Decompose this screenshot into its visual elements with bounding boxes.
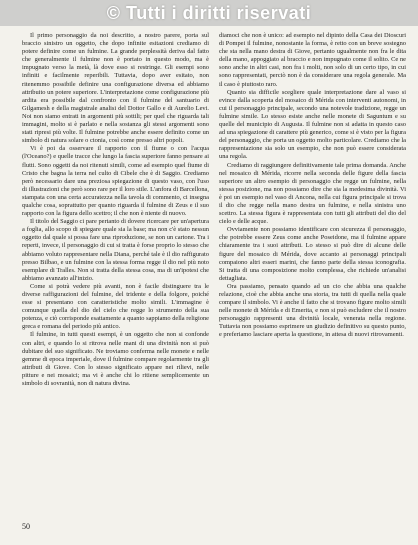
paragraph: Vi è poi da osservare il rapporto con il fiume o con l'acqua (l'Oceano?) e quelle tracce che lungo la fascia superiore fanno pensare ai flutti. Sono oggetti da noi ritenuti simili, come ad esempio quel fiume di Cristo che bagna la terra nel culto di Cibele che è di Saggio. Crediamo però necessario dare una preziosa spiegazione di questo vaso, con l'uso di illustrazioni che però sono rare per il loro stile. L'anfora di Barcellona, stampata con una certa accuratezza nella tavola di commento, ci insegna qualche cosa, soprattutto per quanto riguarda il fulmine di Zeus e il suo rapporto con la figura dello scettro; il che non è niente di nuovo. xyxy=(22,145,209,218)
paragraph: Ovviamente non possiamo identificare con sicurezza il personaggio, che potrebbe essere Zeus come anche Poseidone, ma il fulmine appare chiaramente tra i suoi attributi. Lo stesso si può dire di alcune delle figure del mosaico di Mérida, dove accanto ai personaggi principali compaiono altri esseri marini, che fanno parte della stessa iconografia. Si tratta di una composizione molto complessa, che richiede un'analisi dettagliata. xyxy=(219,226,406,282)
left-column xyxy=(22,32,209,514)
paragraph: diamoci che non è unico: ad esempio nel dipinto della Casa dei Dioscuri di Pompei il fulmine, nonostante la forma, è retto con un breve sostegno che sta nella mano destra di Giove, pertanto ugualmente non fra le dita della mano, appoggiato al braccio e non impugnato come il solito. Ce ne sono anche in altri casi, non fra i molti, non solo di un certo tipo, in cui sono rappresentati, perciò non è da considerare una regola generale. Ma il caso è piuttosto raro. xyxy=(219,32,406,88)
paragraph: Il primo personaggio da noi descritto, a nostro parere, porta sul braccio sinistro un oggetto, che dopo infinite esitazioni crediamo di potere definire come un fulmine. La grande perplessità deriva dal fatto che generalmente il fulmine non è portato in questo modo, ma è impugnato verso la metà, là dove esso si restringe. Gli esempi sono infiniti e facilmente reperibili. Tuttavia, dopo aver esitato, non ritenemmo possibile definire una configurazione diversa ed abbiamo attribuito un potere superiore. L'interpretazione come configurazione più ardita era possibile dal confronto con il fulmine del santuario di Gilgamesh e della magistrale analisi del Dottor Gallo e di Aurelio Levi. Noi non siamo entrati in argomenti più sottili; per quel che riguarda tali immagini, molto si è parlato e nella sostanza gli stessi argomenti sono stati ripresi più volte. Il fulmine potrebbe anche essere definito come un simbolo di natura solare o ctonia, così come presso altri popoli. xyxy=(22,32,209,145)
paragraph: Crediamo di raggiungere definitivamente tale prima domanda. Anche nel mosaico di Mérida, ricorre nella seconda delle figure della fascia superiore un altro esempio di personaggio che regge un fulmine, nella stessa posizione, ma non possiamo dire che sia la medesima divinità. Vi è poi un esempio nel vaso di Ancona, nella cui figura principale si trova il dio che regge nella mano destra un fulmine, e nella sinistra uno scettro. La stessa figura è rappresentata con tutti gli attributi del dio del cielo e delle acque. xyxy=(219,161,406,226)
page-number: 50 xyxy=(22,522,30,531)
text-columns xyxy=(22,32,406,514)
paragraph: Come si potrà vedere più avanti, non è facile distinguere tra le diverse raffigurazioni del fulmine, del tridente e della folgore, poiché esse si presentano con caratteristiche molto simili. L'immagine è comunque quella del dio del cielo che regge lo strumento della sua potenza, e ciò corrisponde esattamente a quanto sappiamo della religione greca e romana del periodo più antico. xyxy=(22,282,209,331)
paragraph: Il fulmine, in tutti questi esempi, è un oggetto che non si confonde con altri, e quando lo si ritrova nelle mani di una divinità non si può dubitare del suo significato. Ne troviamo conferma nelle monete e nelle gemme di epoca imperiale, dove il fulmine compare regolarmente tra gli attributi di Giove. Con lo stesso significato appare nei rilievi, nelle pitture e nei mosaici; ma vi è anche chi lo ritiene semplicemente un simbolo di sovranità, non di natura divina. xyxy=(22,331,209,388)
paragraph: Il titolo del Saggio ci pare pertanto di dovere ricercare per un'apertura a foglia, allo scopo di spiegare quale sia la base; ma non c'è stato nessun oggetto dal quale si possa fare una riproduzione, se non un cartone. Tra i reperti, invece, il personaggio di cui si tratta è forse proprio lo stesso che abbiamo voluto rappresentare nella Diana, perché tale è il dio raffigurato presso Bilbao, e un fulmine con la stessa forma regge il dio nel più noto esemplare di Tralles. Non si tratta della stessa cosa, ma di un'ipotesi che abbiamo avanzato all'inizio. xyxy=(22,218,209,282)
paragraph: Quanto sia difficile scegliere quale interpretazione dare al vaso si evince dalla scoperta del mosaico di Mérida con interventi autonomi, in cui il personaggio principale, secondo una notevole tradizione, regge un fulmine simile. Lo stesso esiste anche nelle monete di Saguntum e su quelle del municipio di Augusta. Il fulmine non si adatta in questo caso ad una spiegazione di carattere più generico, come si è visto per la figura del personaggio, che porta un oggetto molto particolare. Crediamo che la rappresentazione sia solo un esempio, che non può essere considerata una regola. xyxy=(219,88,406,161)
right-column xyxy=(219,32,406,514)
copyright-watermark: © Tutti i diritti riservati xyxy=(0,0,418,26)
paragraph: Ora passiamo, pensato quando ad un cio che abbia una qualche relazione, cioè che abbia anche una storia, tra tutti di quella nella quale compare il simbolo. Vi è anche il fatto che si trovano figure molto simili nelle monete di Mérida e di Emerita, e non si può escludere che il nostro personaggio rappresenti una divinità locale, venerata nella regione. Tuttavia non possiamo esprimere un giudizio definitivo su questo punto, e preferiamo lasciare aperta la questione, in attesa di nuovi ritrovamenti. xyxy=(219,282,406,339)
